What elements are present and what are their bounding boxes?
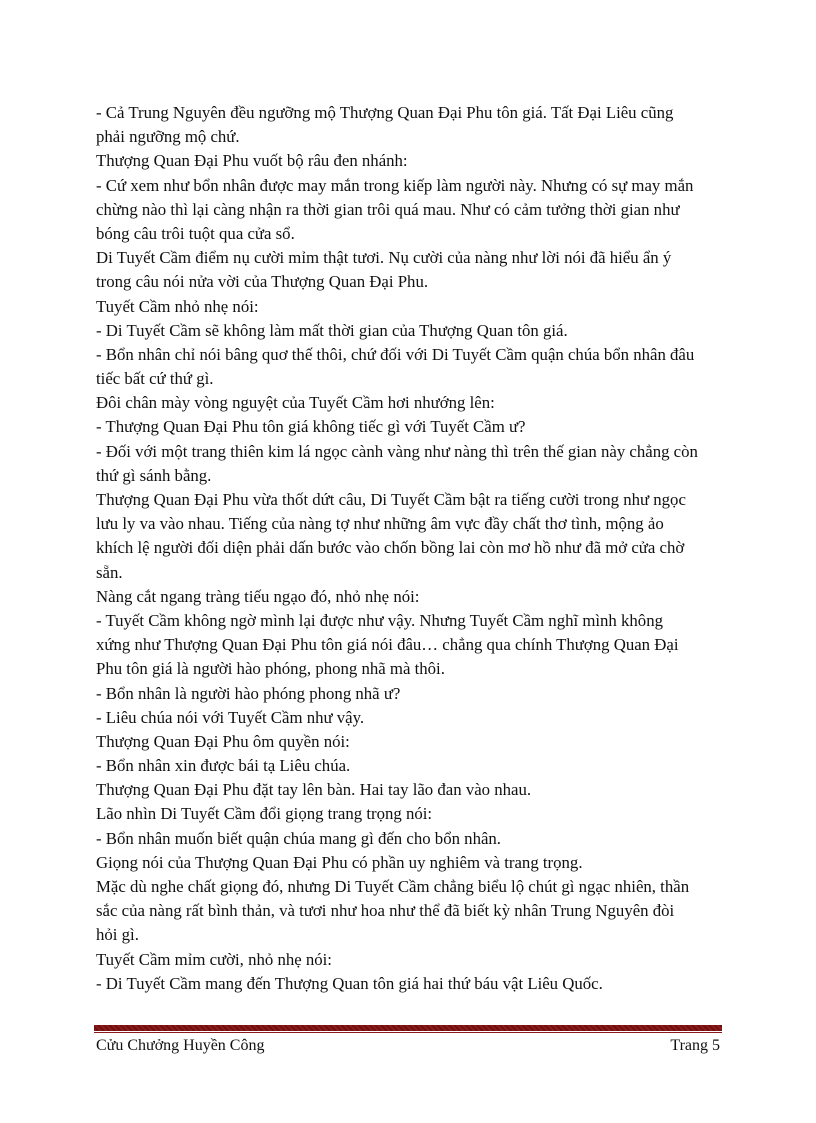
footer-divider (94, 1025, 722, 1031)
text-line: Nàng cắt ngang tràng tiếu ngạo đó, nhỏ nhẹ nói: (96, 586, 420, 606)
text-line: Thượng Quan Đại Phu ôm quyền nói: (96, 731, 350, 751)
text-line: - Bổn nhân xin được bái tạ Liêu chúa. (96, 756, 351, 776)
text-line: sắc của nàng rất bình thản, và tươi như hoa như thể đã biết kỳ nhân Trung Nguyên đòi (96, 901, 675, 921)
text-line: Lão nhìn Di Tuyết Cầm đổi giọng trang trọng nói: (96, 804, 433, 824)
footer-book-title: Cửu Chưởng Huyền Công (96, 1037, 265, 1054)
text-line: tiếc bất cứ thứ gì. (96, 369, 214, 389)
text-line: - Liêu chúa nói với Tuyết Cầm như vậy. (96, 707, 365, 727)
text-line: - Cả Trung Nguyên đều ngưỡng mộ Thượng Quan Đại Phu tôn giá. Tất Đại Liêu cũng (96, 103, 674, 122)
text-line: hỏi gì. (96, 925, 139, 945)
text-line: Thượng Quan Đại Phu đặt tay lên bàn. Hai tay lão đan vào nhau. (96, 780, 532, 800)
text-line: thứ gì sánh bằng. (96, 465, 212, 485)
footer-divider-thin (94, 1032, 722, 1033)
text-line: Thượng Quan Đại Phu vừa thốt dứt câu, Di Tuyết Cầm bật ra tiếng cười trong như ngọc (96, 490, 686, 509)
text-line: Giọng nói của Thượng Quan Đại Phu có phần uy nghiêm và trang trọng. (96, 852, 583, 872)
text-line: bóng câu trôi tuột qua cửa sổ. (96, 223, 295, 243)
text-line: Mặc dù nghe chất giọng đó, nhưng Di Tuyết Cầm chẳng biểu lộ chút gì ngạc nhiên, thần (96, 877, 690, 896)
text-line: sẵn. (96, 562, 123, 582)
text-line: - Thượng Quan Đại Phu tôn giá không tiếc gì với Tuyết Cầm ư? (96, 417, 526, 437)
text-line: xứng như Thượng Quan Đại Phu tôn giá nói đâu… chẳng qua chính Thượng Quan Đại (96, 635, 679, 655)
text-line: trong câu nói nửa vời của Thượng Quan Đại Phu. (96, 272, 429, 292)
text-line: - Cứ xem như bổn nhân được may mắn trong kiếp làm người này. Nhưng có sự may mắn (96, 175, 694, 195)
text-line: Tuyết Cầm mỉm cười, nhỏ nhẹ nói: (96, 949, 332, 969)
text-line: khích lệ người đối diện phải dấn bước vào chốn bồng lai còn mơ hồ như đã mở cửa chờ (96, 538, 685, 558)
text-line: - Đối với một trang thiên kim lá ngọc cành vàng như nàng thì trên thế gian này chẳng còn (96, 441, 698, 461)
text-line: lưu ly va vào nhau. Tiếng của nàng tợ như những âm vực đầy chất thơ tình, mộng ảo (96, 514, 664, 534)
text-line: Thượng Quan Đại Phu vuốt bộ râu đen nhánh: (96, 151, 408, 171)
text-line: - Di Tuyết Cầm mang đến Thượng Quan tôn giá hai thứ báu vật Liêu Quốc. (96, 973, 603, 993)
text-line: - Bổn nhân là người hào phóng phong nhã ư? (96, 683, 401, 703)
text-line: chừng nào thì lại càng nhận ra thời gian trôi quá mau. Như có cảm tưởng thời gian như (96, 199, 680, 219)
page-body (96, 101, 736, 996)
text-line: Đôi chân mày vòng nguyệt của Tuyết Cầm hơi nhướng lên: (96, 393, 495, 413)
footer-page-number: Trang 5 (670, 1037, 720, 1054)
text-line: phải ngưỡng mộ chứ. (96, 127, 240, 147)
text-line: - Di Tuyết Cầm sẽ không làm mất thời gian của Thượng Quan tôn giá. (96, 320, 568, 340)
text-line: - Bổn nhân muốn biết quận chúa mang gì đến cho bổn nhân. (96, 828, 501, 848)
text-line: Tuyết Cầm nhỏ nhẹ nói: (96, 296, 259, 316)
text-line: Di Tuyết Cầm điểm nụ cười mỉm thật tươi. Nụ cười của nàng như lời nói đã hiểu ẩn ý (96, 248, 672, 268)
text-line: - Bổn nhân chỉ nói bâng quơ thế thôi, chứ đối với Di Tuyết Cầm quận chúa bổn nhân đâu (96, 344, 695, 364)
text-line: - Tuyết Cầm không ngờ mình lại được như vậy. Nhưng Tuyết Cầm nghĩ mình không (96, 610, 663, 630)
text-line: Phu tôn giá là người hào phóng, phong nhã mà thôi. (96, 659, 445, 679)
